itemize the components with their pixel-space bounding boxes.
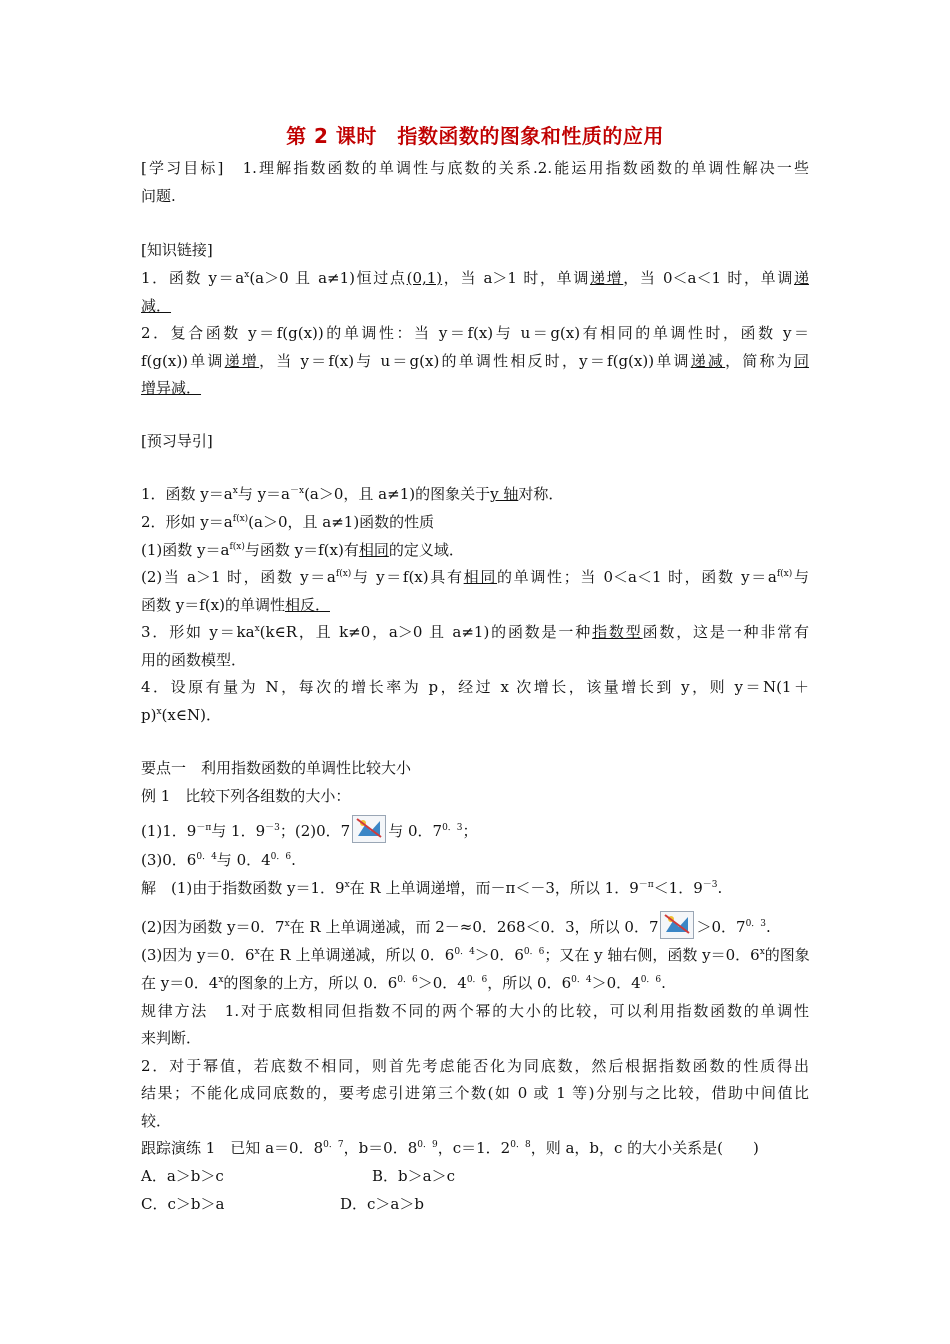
- preview-item-1: 1．函数 $y=a^x$与 $y=a^{-x}(a>0$，且 a≠1)的图象关于y 轴对称．: [141, 485, 564, 503]
- preview-item-4: 4．设原有量为 N，每次的增长率为 p，经过 x 次增长，该量增长到 y，则 y＝N(1＋: [141, 678, 809, 696]
- knowledge-item-2-end: 增异减．: [141, 379, 202, 397]
- solution-2: (2)因为函数 y＝0．7$^x$在 R 上单调递减，而 2－≈0．268＜0．3，所以 0．7 ＞0．$7^{0.3}$.: [141, 911, 771, 939]
- option-c: C．c＞b＞a: [141, 1195, 225, 1213]
- method-note-1-cont: 来判断．: [141, 1029, 202, 1047]
- method-note-2-cont: 结果；不能化成同底数的，要考虑引进第三个数(如 0 或 1 等)分别与之比较，借助中间值比: [141, 1084, 809, 1102]
- preview-item-2-2: (2)当 a＞1 时，函数 $y=a^{f(x)}$与 y＝f(x)具有相同的单调性；当 0＜a＜1 时，函数 $y=a^{f(x)}$与: [141, 568, 809, 586]
- example-1-stem: 例 1 比较下列各组数的大小：: [141, 787, 351, 805]
- preview-item-3-cont: 用的函数模型．: [141, 651, 247, 669]
- method-note-2: 2．对于幂值，若底数不相同，则首先考虑能否化为同底数，然后根据指数函数的性质得出: [141, 1057, 809, 1075]
- learning-goals-line-1: [学习目标] 1.理解指数函数的单调性与底数的关系.2.能运用指数函数的单调性解决一些: [141, 159, 809, 177]
- knowledge-link-header: [知识链接]: [141, 241, 213, 259]
- formula-image-icon: [660, 911, 694, 939]
- preview-item-2-1: (1)函数 $y=a^{f(x)}$与函数 y＝f(x)有相同的定义域．: [141, 541, 464, 559]
- option-b: B．b＞a＞c: [372, 1167, 455, 1185]
- knowledge-item-2: 2．复合函数 y＝f(g(x))的单调性：当 y＝f(x)与 u＝g(x)有相同的单调性时，函数 y＝: [141, 324, 809, 342]
- preview-item-3: 3．形如 $y=ka^x(k\in R$，且 k≠0，a＞0 且 a≠1)的函数是一种指数型函数，这是一种非常有: [141, 623, 809, 641]
- method-note-1: 规律方法 1.对于底数相同但指数不同的两个幂的大小的比较，可以利用指数函数的单调性: [141, 1002, 809, 1020]
- solution-3: (3)因为 y＝0．6$^x$在 R 上单调递减，所以 0．$6^{0.4}>0$．$6^{0.6}$；又在 y 轴右侧，函数 y＝0．6$^x$的图象: [141, 946, 810, 964]
- solution-1: 解 (1)由于指数函数 y＝1．9$^x$在 R 上单调递增，而－π＜－3，所以 1．$9^{-\pi}<1$．$9^{-3}$.: [141, 879, 723, 897]
- preview-item-2-2-cont: 函数 y＝f(x)的单调性相反．: [141, 596, 330, 614]
- preview-item-2: 2．形如 $y=a^{f(x)}(a>0$，且 a≠1)函数的性质: [141, 513, 435, 531]
- learning-goals-line-2: 问题.: [141, 187, 176, 205]
- key-point-1-header: 要点一 利用指数函数的单调性比较大小: [141, 759, 412, 777]
- knowledge-item-1-cont: 减．: [141, 297, 172, 315]
- example-1-parts-1-2: (1)1．$9^{-\pi}$与 1．$9^{-3}$；(2)0．7 与 0．$7^{0.3}$；: [141, 815, 478, 843]
- option-d: D．c＞a＞b: [340, 1195, 424, 1213]
- example-1-part-3: (3)0．$6^{0.4}$与 0．$4^{0.6}$.: [141, 851, 296, 869]
- solution-3-cont: 在 y＝0．4$^x$的图象的上方，所以 0．$6^{0.6}>0$．$4^{0.6}$，所以 0．$6^{0.4}>0$．$4^{0.6}$.: [141, 974, 666, 992]
- formula-image-icon: [352, 815, 386, 843]
- preview-item-4-cont: p)$^x$(x∈N)．: [141, 706, 221, 724]
- preview-header: [预习导引]: [141, 432, 213, 450]
- knowledge-item-1: 1．函数 $y=a^x(a>0$ 且 a≠1)恒过点(0,1)，当 a＞1 时，单调递增，当 0＜a＜1 时，单调递: [141, 269, 809, 287]
- page-title: 第 2 课时 指数函数的图象和性质的应用: [286, 124, 664, 148]
- knowledge-item-2-cont: f(g(x))单调递增，当 y＝f(x)与 u＝g(x)的单调性相反时，y＝f(g(x))单调递减，简称为同: [141, 352, 809, 370]
- method-note-2-end: 较．: [141, 1112, 172, 1130]
- option-a: A．a＞b＞c: [141, 1167, 224, 1185]
- practice-1-question: 跟踪演练 1 已知 a＝0．$8^{0.7}$，b＝0．$8^{0.9}$，c＝1．$2^{0.8}$，则 a，b，c 的大小关系是( ): [141, 1139, 759, 1157]
